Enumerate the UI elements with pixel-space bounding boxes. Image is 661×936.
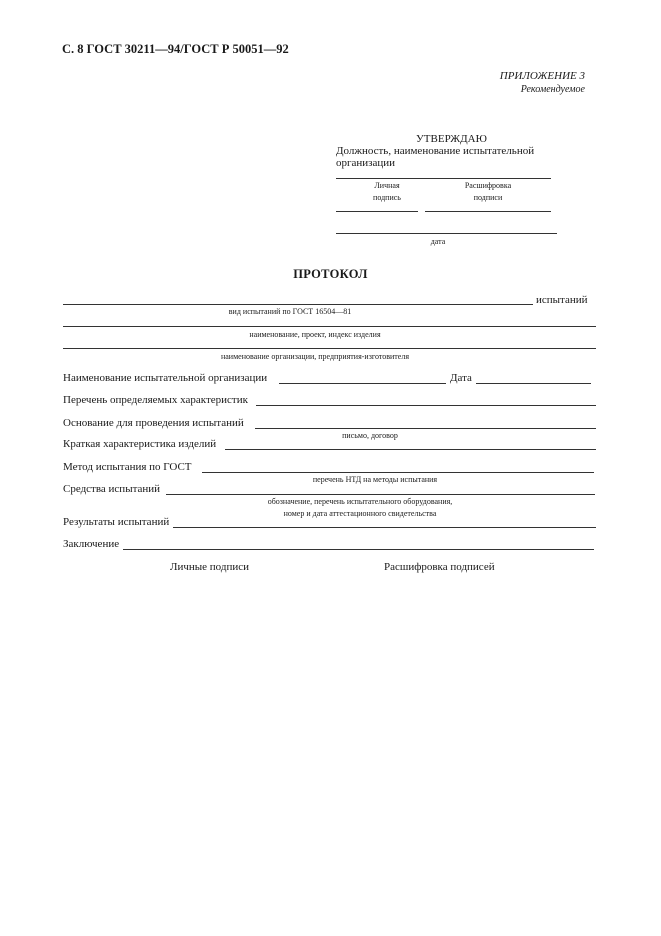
tests-suffix: испытаний: [536, 294, 588, 306]
personal-signatures-label: Личные подписи: [170, 561, 249, 573]
conclusion-field[interactable]: [123, 549, 594, 550]
test-type-line[interactable]: [63, 304, 533, 305]
product-caption: наименование, проект, индекс изделия: [249, 330, 381, 339]
approval-position-line2: организации: [336, 157, 396, 169]
brief-label: Краткая характеристика изделий: [63, 438, 217, 450]
characteristics-label: Перечень определяемых характеристик: [63, 394, 248, 406]
manufacturer-caption: наименование организации, предприятия-изготовителя: [220, 352, 410, 361]
approval-date-line[interactable]: [336, 233, 557, 234]
means-field[interactable]: [166, 494, 595, 495]
basis-field[interactable]: [255, 428, 596, 429]
approval-position-line[interactable]: [336, 178, 551, 179]
results-field[interactable]: [173, 527, 596, 528]
approval-title: УТВЕРЖДАЮ: [416, 133, 487, 145]
means-caption-line1: обозначение, перечень испытательного оборудования,: [267, 497, 453, 506]
test-type-caption: вид испытаний по ГОСТ 16504—81: [228, 307, 352, 316]
personal-signature-caption: [356, 180, 418, 204]
personal-signature-caption-line1: Личная: [374, 181, 400, 190]
approval-position: [336, 145, 534, 169]
appendix-note: Рекомендуемое: [520, 84, 585, 95]
method-field[interactable]: [202, 472, 594, 473]
conclusion-label: Заключение: [63, 538, 120, 550]
means-caption-line2: номер и дата аттестационного свидетельства: [283, 509, 437, 518]
decoding-line[interactable]: [425, 211, 551, 212]
method-label: Метод испытания по ГОСТ: [63, 461, 192, 473]
date-label: Дата: [450, 372, 472, 384]
org-field[interactable]: [279, 383, 446, 384]
personal-signature-caption-line2: подпись: [373, 193, 401, 202]
means-label: Средства испытаний: [63, 483, 161, 495]
brief-field[interactable]: [225, 449, 596, 450]
means-caption: [200, 496, 520, 520]
basis-caption: письмо, договор: [342, 431, 398, 440]
results-label: Результаты испытаний: [63, 516, 170, 528]
product-line[interactable]: [63, 326, 596, 327]
date-field[interactable]: [476, 383, 591, 384]
manufacturer-line[interactable]: [63, 348, 596, 349]
approval-position-line1: Должность, наименование испытательной: [336, 145, 535, 157]
org-label: Наименование испытательной организации: [63, 372, 268, 384]
personal-signature-line[interactable]: [336, 211, 418, 212]
decoding-caption-line1: Расшифровка: [464, 181, 512, 190]
page-header: С. 8 ГОСТ 30211—94/ГОСТ Р 50051—92: [62, 42, 289, 56]
decoding-caption-line2: подписи: [473, 193, 503, 202]
characteristics-field[interactable]: [256, 405, 596, 406]
appendix-label: ПРИЛОЖЕНИЕ 3: [499, 70, 585, 82]
decoding-caption: [448, 180, 528, 204]
signatures-decoding-label: Расшифровка подписей: [384, 561, 495, 573]
protocol-title: ПРОТОКОЛ: [293, 267, 368, 281]
method-caption: перечень НТД на методы испытания: [312, 475, 438, 484]
date-caption: дата: [430, 237, 446, 246]
basis-label: Основание для проведения испытаний: [63, 417, 244, 429]
